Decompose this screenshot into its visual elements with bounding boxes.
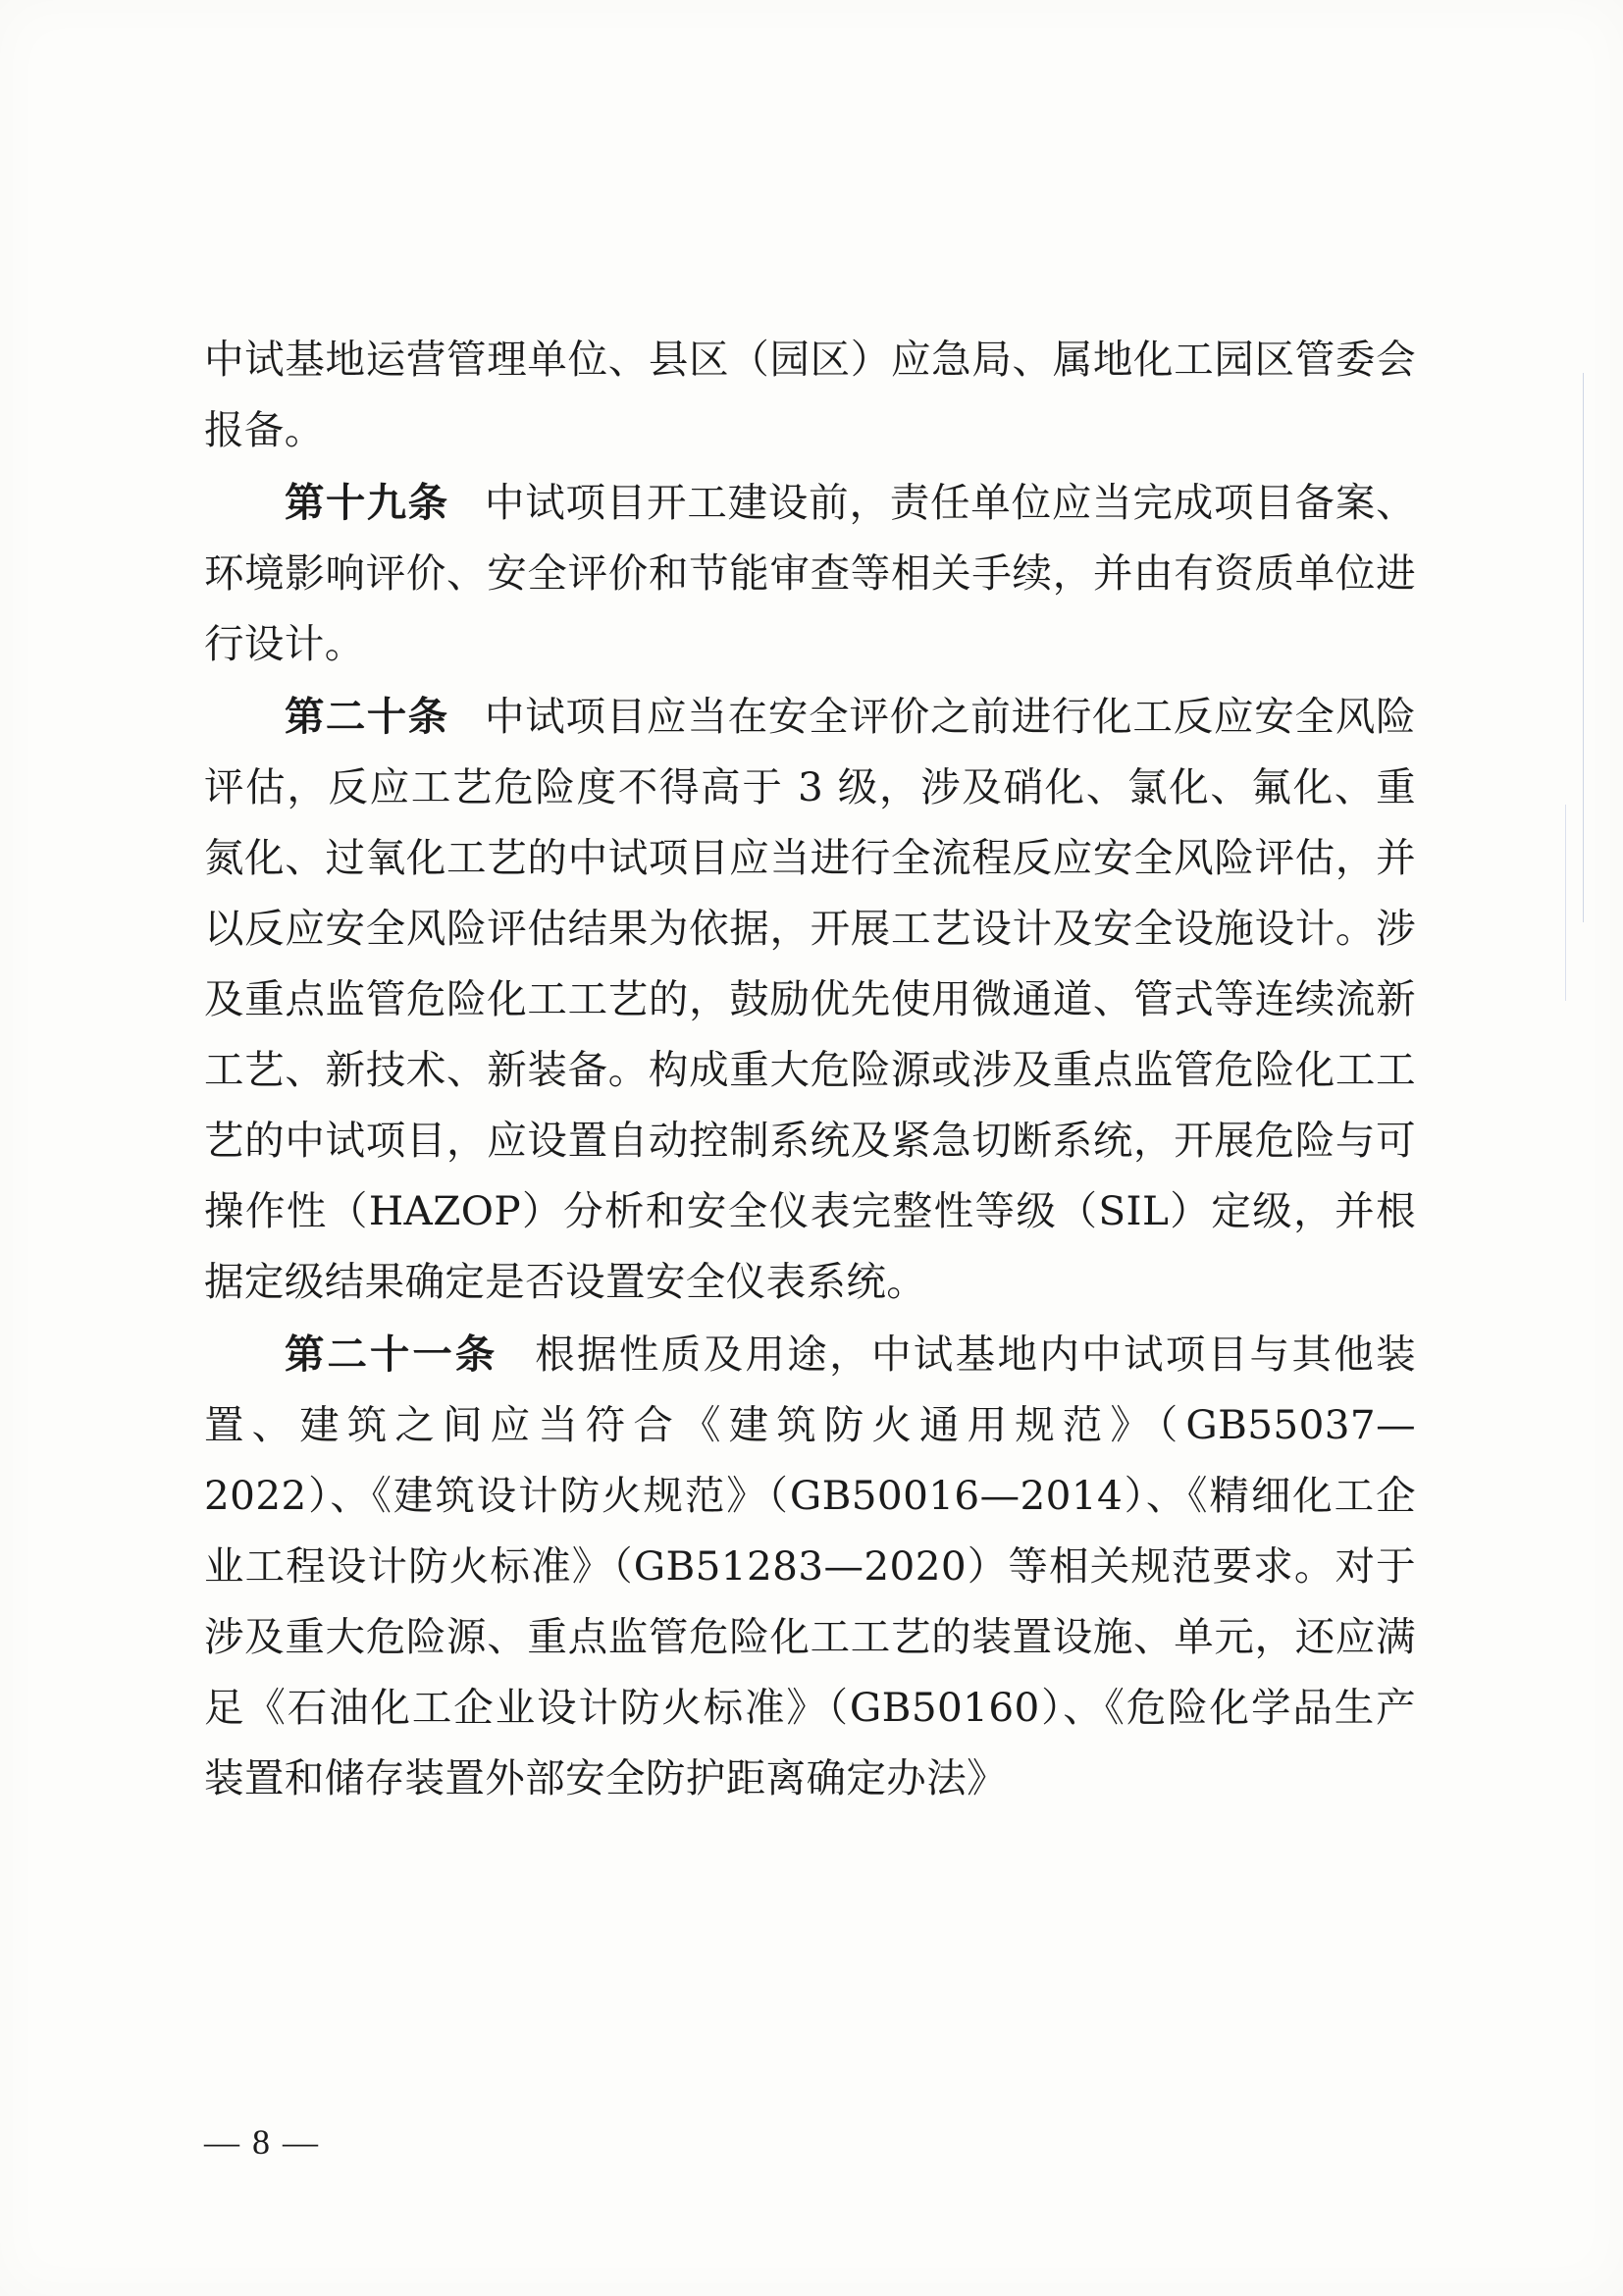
paragraph-text: 中试项目应当在安全评价之前进行化工反应安全风险评估，反应工艺危险度不得高于 3 级，涉及硝化、氯化、氟化、重氮化、过氧化工艺的中试项目应当进行全流程反应安全风险评估，并以反应安全风险评估结果为依据，开展工艺设计及安全设施设计。涉及重点监管危险化工工艺的，鼓励优先使用微通道、管式等连续流新工艺、新技术、新装备。构成重大危险源或涉及重点监管危险化工工艺的中试项目，应设置自动控制系统及紧急切断系统，开展危险与可操作性（HAZOP）分析和安全仪表完整性等级（SIL）定级，并根据定级结果确定是否设置安全仪表系统。 [204, 693, 1417, 1305]
paragraph-article-19 [204, 467, 1416, 679]
page-number: — 8 — [204, 2122, 320, 2162]
paragraph-continuation [204, 324, 1416, 465]
clause-label-20: 第二十条 [285, 693, 449, 740]
scan-artifact-line-secondary [1565, 805, 1566, 1001]
paragraph-text: 中试项目开工建设前，责任单位应当完成项目备案、环境影响评价、安全评价和节能审查等相关手续，并由有资质单位进行设计。 [204, 479, 1417, 667]
paragraph-text: 中试基地运营管理单位、县区（园区）应急局、属地化工园区管委会报备。 [204, 336, 1416, 453]
paragraph-text: 根据性质及用途，中试基地内中试项目与其他装置、建筑之间应当符合《建筑防火通用规范》（GB55037—2022）、《建筑设计防火规范》（GB50016—2014）、《精细化工企业工程设计防火标准》（GB51283—2020）等相关规范要求。对于涉及重大危险源、重点监管危险化工工艺的装置设施、单元，还应满足《石油化工企业设计防火标准》（GB50160）、《危险化学品生产装置和储存装置外部安全防护距离确定办法》 [204, 1331, 1416, 1801]
scan-artifact-line [1583, 373, 1584, 922]
paragraph-article-21 [204, 1319, 1416, 1813]
paragraph-article-20 [204, 681, 1416, 1317]
clause-label-19: 第十九条 [285, 479, 449, 526]
clause-label-21: 第二十一条 [285, 1331, 498, 1378]
document-body [204, 324, 1416, 1815]
